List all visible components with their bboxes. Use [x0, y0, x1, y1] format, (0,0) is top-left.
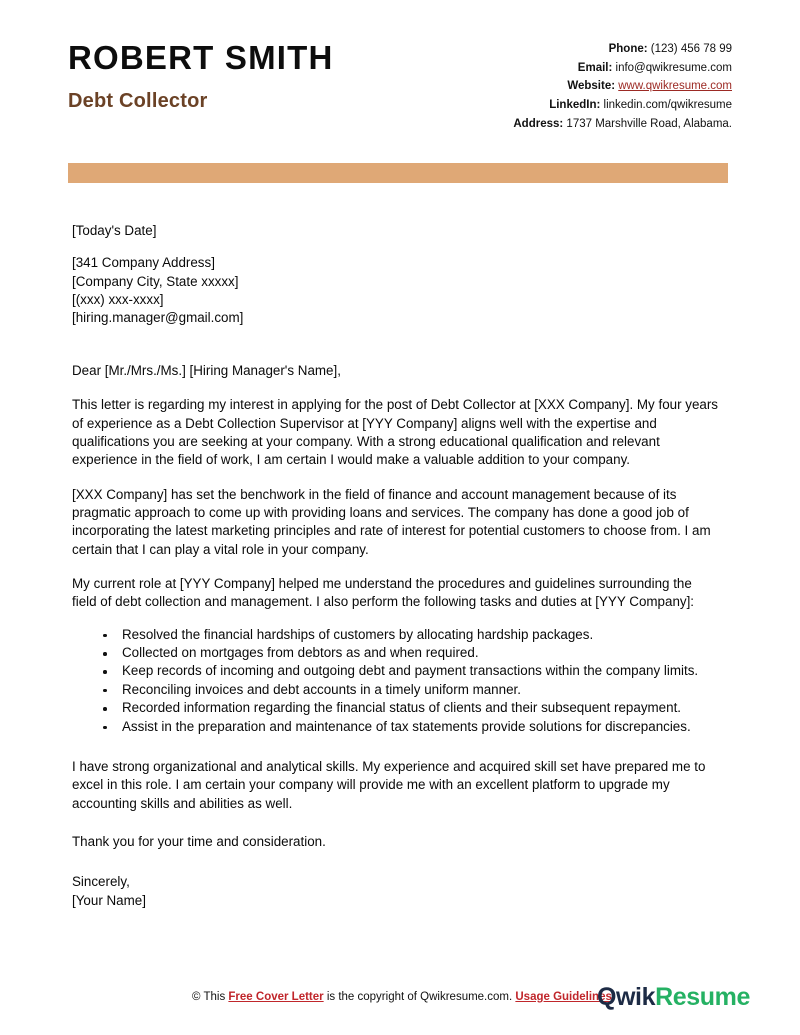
letter-header	[68, 36, 732, 133]
footer-text-middle: is the copyright of Qwikresume.com.	[323, 991, 516, 1003]
recipient-line-city: [Company City, State xxxxx]	[72, 273, 239, 289]
applicant-name: ROBERT SMITH	[68, 39, 334, 76]
body-paragraph-2: [XXX Company] has set the benchwork in the field of finance and account management because of its pragmatic approach to come up with providing loans and services. The company has done a good job of incorporating the latest marketing principles and rate of interest for potential customers to choose from. I am certain that I can play a vital role in your company.	[72, 486, 711, 557]
contact-row-website	[513, 77, 732, 96]
accent-divider-bar	[68, 163, 728, 183]
duty-list-item: Recorded information regarding the financial status of clients and their subsequent repayment.	[72, 699, 720, 717]
signoff-block	[72, 873, 720, 910]
footer-text-before: This	[200, 991, 229, 1003]
thank-you-line: Thank you for your time and consideration.	[72, 833, 326, 849]
applicant-job-title: Debt Collector	[68, 90, 208, 113]
recipient-line-street: [341 Company Address]	[72, 255, 215, 271]
header-identity	[68, 36, 334, 113]
logo-text-resume: Resume	[655, 983, 750, 1011]
contact-row-address	[513, 115, 732, 134]
usage-guidelines-link[interactable]: Usage Guidelines	[515, 991, 612, 1003]
duties-list	[72, 626, 720, 736]
contact-value-website-link[interactable]: www.qwikresume.com	[618, 80, 732, 93]
contact-row-email	[513, 59, 732, 78]
contact-value-linkedin: linkedin.com/qwikresume	[600, 98, 732, 111]
contact-details-block	[513, 36, 732, 133]
contact-row-phone	[513, 40, 732, 59]
contact-row-linkedin	[513, 96, 732, 115]
contact-label-address: Address:	[513, 117, 564, 130]
duty-list-item: Keep records of incoming and outgoing debt and payment transactions within the company limits.	[72, 662, 720, 680]
contact-label-website: Website:	[567, 80, 616, 93]
duty-list-item: Resolved the financial hardships of customers by allocating hardship packages.	[72, 626, 720, 644]
recipient-address-block	[72, 254, 720, 327]
contact-value-phone: (123) 456 78 99	[647, 43, 732, 55]
letter-body	[72, 222, 720, 910]
duty-list-item: Reconciling invoices and debt accounts in a timely uniform manner.	[72, 681, 720, 699]
duty-list-item: Collected on mortgages from debtors as and when required.	[72, 644, 720, 662]
logo-text-qwik: Qwik	[596, 983, 656, 1011]
recipient-line-email: [hiring.manager@gmail.com]	[72, 310, 244, 326]
page-footer	[0, 983, 800, 1035]
signature-name: [Your Name]	[72, 892, 146, 908]
qwikresume-logo[interactable]	[597, 983, 750, 1012]
contact-label-linkedin: LinkedIn:	[549, 98, 601, 111]
free-cover-letter-link[interactable]: Free Cover Letter	[228, 991, 324, 1003]
contact-value-address: 1737 Marshville Road, Alabama.	[563, 117, 732, 130]
footer-copyright-text	[192, 991, 612, 1003]
copyright-icon: ©	[192, 991, 201, 1003]
contact-value-email: info@qwikresume.com	[612, 61, 732, 74]
salutation: Dear [Mr./Mrs./Ms.] [Hiring Manager's Name],	[72, 362, 341, 378]
duty-list-item: Assist in the preparation and maintenance of tax statements provide solutions for discrepancies.	[72, 718, 720, 736]
body-paragraph-4: I have strong organizational and analytical skills. My experience and acquired skill set have prepared me to excel in this role. I am certain your company will provide me with an excellent platform to upgrade my accounting skills and abilities as well.	[72, 758, 706, 811]
body-paragraph-1: This letter is regarding my interest in applying for the post of Debt Collector at [XXX Company]. My four years of experience as a Debt Collection Supervisor at [YYY Company] aligns well with the expertise and qualifications you are seeking at your company. With a strong educational qualification and relevant experience in the field of work, I am certain I would make a valuable addition to your company.	[72, 397, 719, 468]
body-paragraph-3: My current role at [YYY Company] helped me understand the procedures and guidelines surrounding the field of debt collection and management. I also perform the following tasks and duties at [YYY Company]:	[72, 576, 695, 610]
recipient-line-phone: [(xxx) xxx-xxxx]	[72, 292, 164, 308]
contact-label-phone: Phone:	[608, 43, 648, 55]
letter-date: [Today's Date]	[72, 223, 157, 238]
signoff-closing: Sincerely,	[72, 874, 130, 890]
contact-label-email: Email:	[577, 61, 613, 74]
